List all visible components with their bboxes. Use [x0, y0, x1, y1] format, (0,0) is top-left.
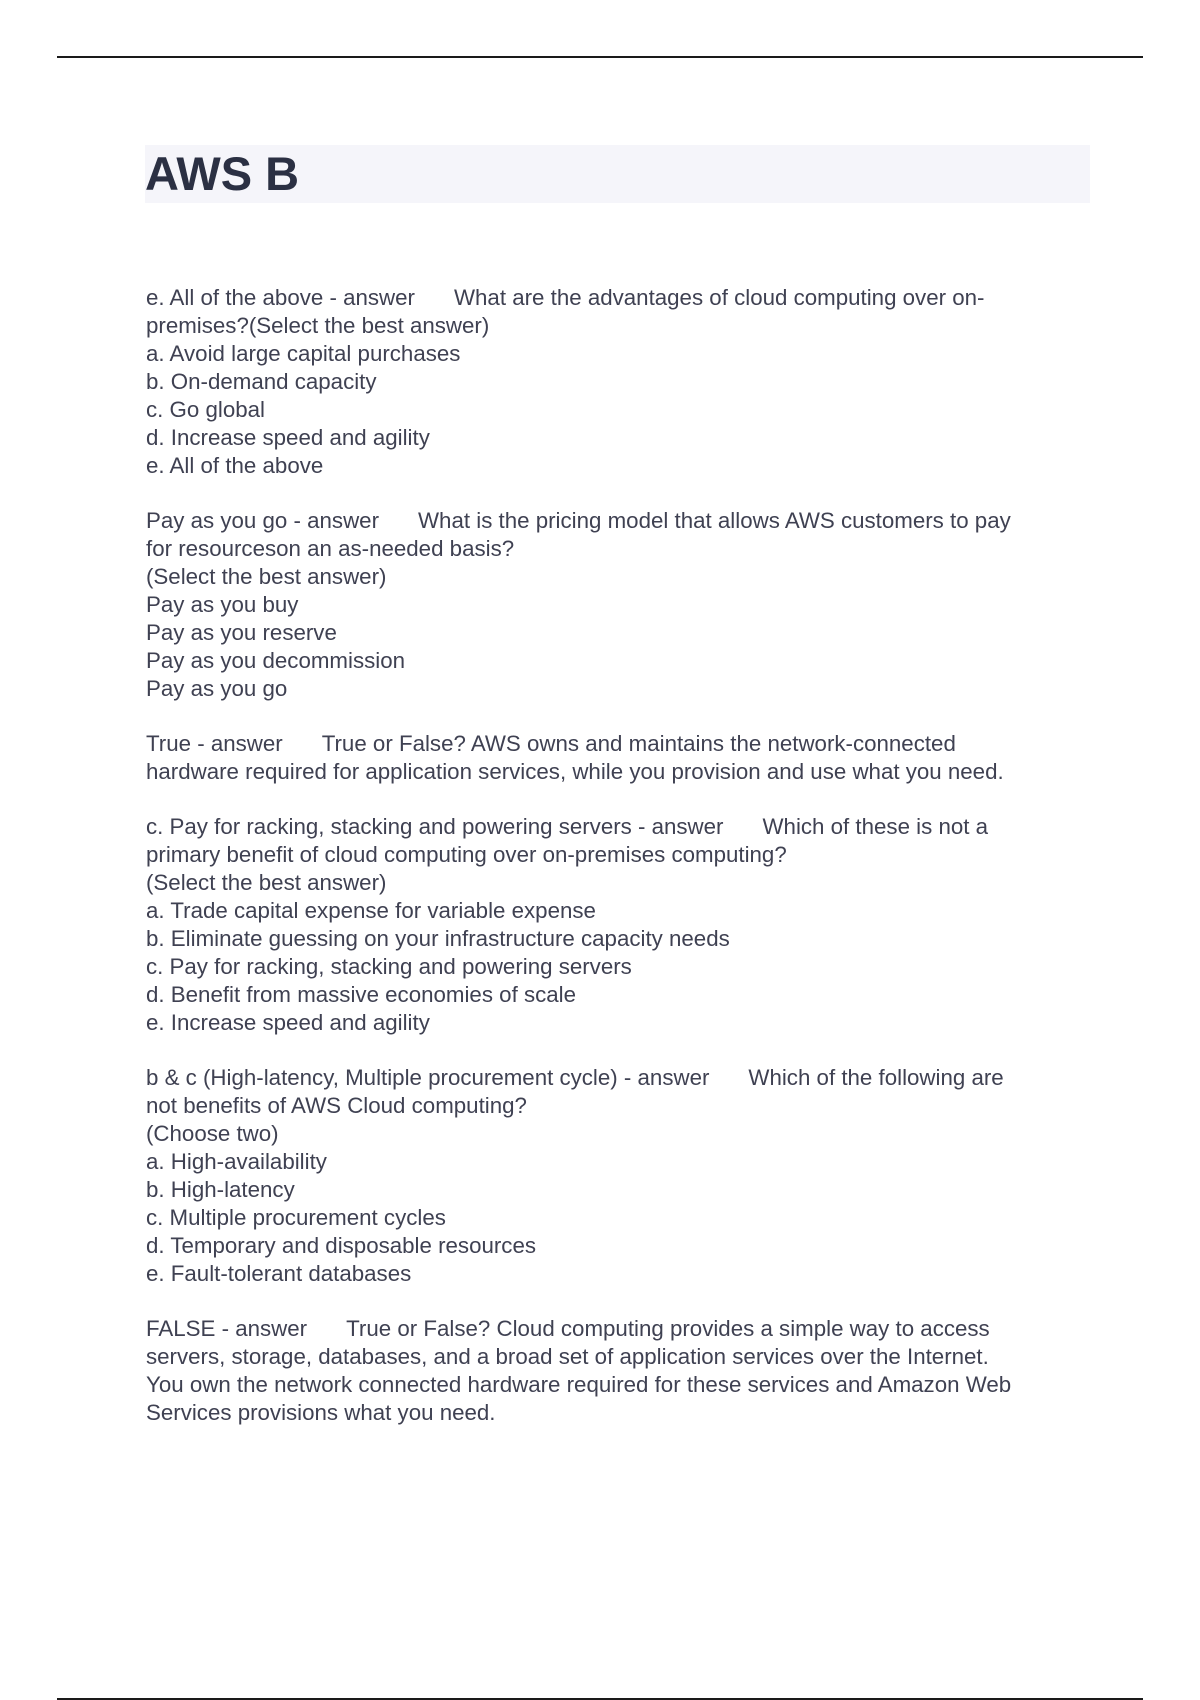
qa-item	[146, 1315, 1106, 1427]
answer-text: b & c (High-latency, Multiple procurement cycle) - answer	[146, 1065, 710, 1090]
option-line: Pay as you buy	[146, 592, 299, 617]
option-line: e. Fault-tolerant databases	[146, 1261, 412, 1286]
option-line: Pay as you go	[146, 676, 288, 701]
qa-line: Services provisions what you need.	[146, 1400, 496, 1425]
qa-line: (Select the best answer)	[146, 870, 387, 895]
question-text: What are the advantages of cloud computing over on-	[453, 285, 985, 310]
qa-line: (Select the best answer)	[146, 564, 387, 589]
option-line: Pay as you reserve	[146, 620, 337, 645]
option-line: b. High-latency	[146, 1177, 295, 1202]
answer-text: e. All of the above - answer	[146, 285, 415, 310]
qa-line: for resourceson an as-needed basis?	[146, 536, 515, 561]
question-text: Which of these is not a	[762, 814, 989, 839]
option-line: c. Go global	[146, 397, 265, 422]
option-line: Pay as you decommission	[146, 648, 406, 673]
option-line: e. Increase speed and agility	[146, 1010, 430, 1035]
qa-first-line	[146, 1064, 1106, 1092]
option-line: c. Pay for racking, stacking and powering servers	[146, 954, 632, 979]
option-line: d. Temporary and disposable resources	[146, 1233, 536, 1258]
qa-item	[146, 1064, 1106, 1288]
option-line: a. High-availability	[146, 1149, 327, 1174]
qa-line: (Choose two)	[146, 1121, 279, 1146]
qa-first-line	[146, 813, 1106, 841]
question-text: Which of the following are	[748, 1065, 1004, 1090]
option-line: a. Trade capital expense for variable expense	[146, 898, 596, 923]
answer-text: True - answer	[146, 731, 283, 756]
qa-first-line	[146, 507, 1106, 535]
qa-list	[146, 284, 1106, 1454]
header-rule	[57, 56, 1143, 58]
qa-first-line	[146, 284, 1106, 312]
document-title: AWS B	[145, 147, 300, 200]
qa-item	[146, 507, 1106, 703]
option-line: c. Multiple procurement cycles	[146, 1205, 446, 1230]
option-line: a. Avoid large capital purchases	[146, 341, 461, 366]
option-line: d. Benefit from massive economies of scale	[146, 982, 577, 1007]
option-line: e. All of the above	[146, 453, 324, 478]
answer-text: FALSE - answer	[146, 1316, 308, 1341]
answer-text: c. Pay for racking, stacking and powering servers - answer	[146, 814, 724, 839]
qa-line: servers, storage, databases, and a broad set of application services over the Internet.	[146, 1344, 989, 1369]
answer-text: Pay as you go - answer	[146, 508, 379, 533]
qa-line: primary benefit of cloud computing over on-premises computing?	[146, 842, 787, 867]
qa-line: premises?(Select the best answer)	[146, 313, 490, 338]
question-text: True or False? Cloud computing provides a simple way to access	[346, 1316, 990, 1341]
qa-item	[146, 284, 1106, 480]
qa-item	[146, 730, 1106, 786]
option-line: b. On-demand capacity	[146, 369, 377, 394]
option-line: b. Eliminate guessing on your infrastructure capacity needs	[146, 926, 730, 951]
question-text: What is the pricing model that allows AWS customers to pay	[418, 508, 1011, 533]
qa-line: You own the network connected hardware required for these services and Amazon Web	[146, 1372, 1012, 1397]
question-text: True or False? AWS owns and maintains the network-connected	[321, 731, 956, 756]
qa-first-line	[146, 1315, 1106, 1343]
qa-line: not benefits of AWS Cloud computing?	[146, 1093, 527, 1118]
option-line: d. Increase speed and agility	[146, 425, 430, 450]
qa-line: hardware required for application services, while you provision and use what you need.	[146, 759, 1004, 784]
qa-first-line	[146, 730, 1106, 758]
qa-item	[146, 813, 1106, 1037]
